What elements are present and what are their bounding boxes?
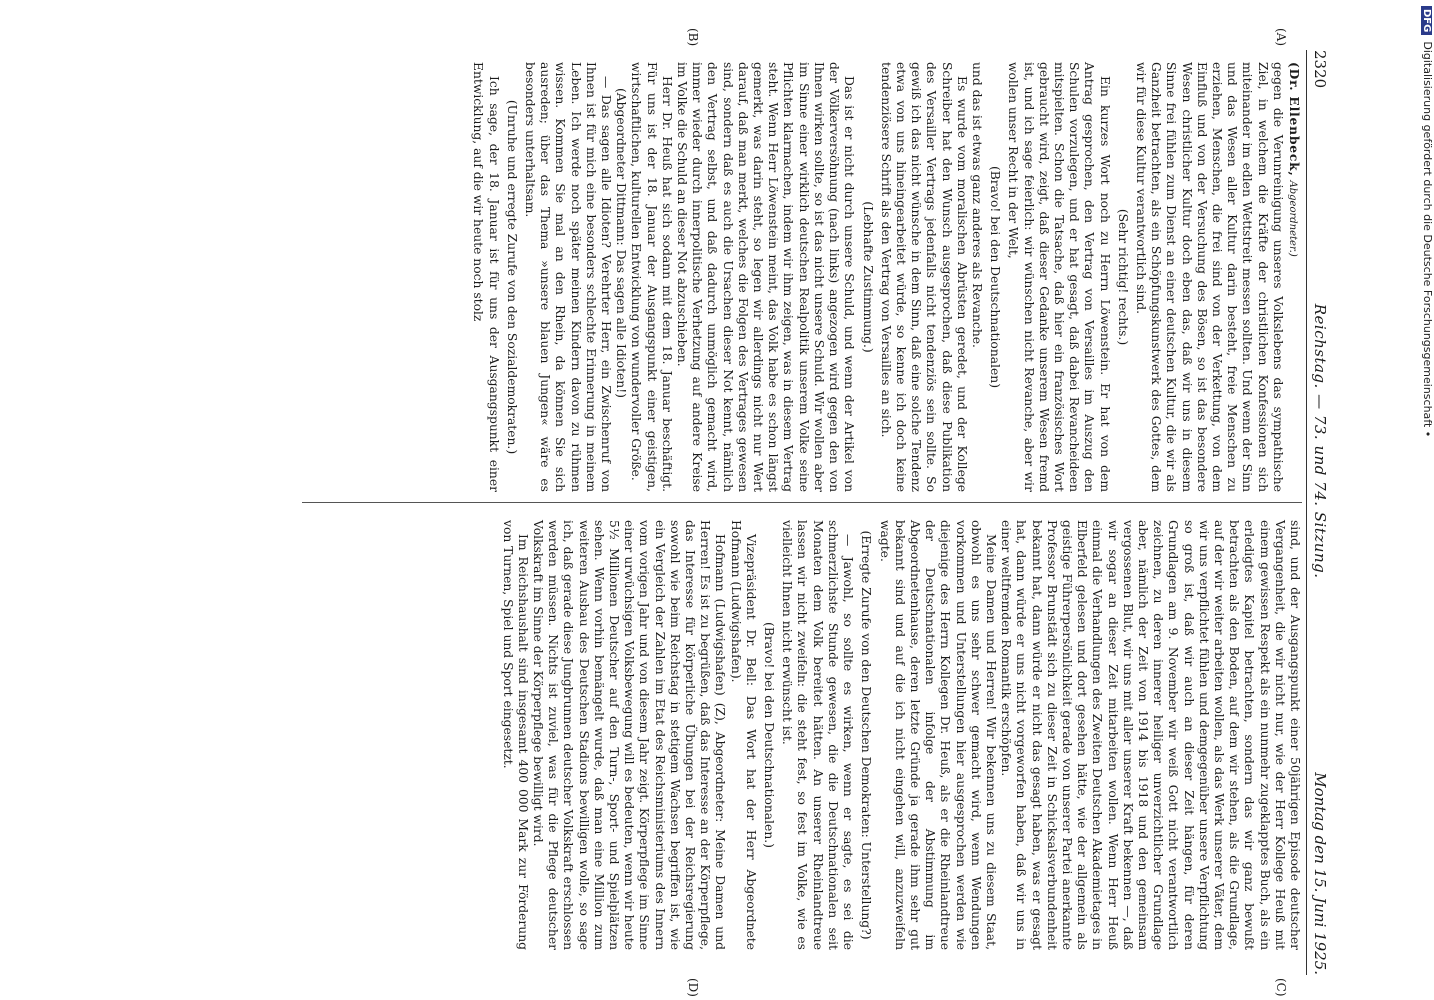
paragraph: Meine Damen und Herren! Wir bekennen uns zu diesem Staat, obwohl es uns sehr schwer gemacht wird, wenn Wendungen vorkommen und Unterstellungen hier ausgesprochen werden wie diejenige des Herrn Kollegen Dr. Heuß, als er die Rheinlandtreue der Deutschnationalen infolge der Abstimmung im Abgeordnetenhause, deren letzte Gründe ja gerade ihm sehr gut bekannt sind und auf die ich nicht eingehen will, anzuzweifeln wagte. <box>877 520 998 950</box>
margin-marker-b: (B) <box>686 28 700 47</box>
stamp-text-line <box>1421 6 1434 906</box>
page-content <box>80 28 1340 997</box>
paragraph: — Jawohl, so sollte es wirken, wenn er sagte, es sei die schmerzlichste Stunde gewesen, die die Deutschnationalen seit Monaten dem Volk bereitet hätten. An unserer Rheinlandtreue lassen wir nicht zweifeln: die steht fest, so fest im Volke, wie es vielleicht Ihnen nicht erwünscht ist. <box>780 520 856 950</box>
paragraph: sind, und der Ausgangspunkt einer 50jährigen Episode deutscher Vergangenheit, die wir nicht nur, wie der Herr Kollege Heuß mit einem gewissen Respekt als ein nunmehr zugeklapptes Buch, als ein erledigtes Kapitel betrachten, sondern das wir ganz bewußt betrachten als den Boden, auf dem wir stehen, als die Grundlage, auf der wir weiter arbeiten wollen, als das Werk unserer Väter, dem wir uns verpflichtet fühlen und demgegenüber unsere Verpflichtung so groß ist, daß wir auch an dieser Zeit hängen, für deren Grundlagen am 9. November wir weiß Gott nicht verantwortlich zeichnen, zu deren innerer heiliger unverzichtlicher Grundlage aber, nämlich der Zeit von 1914 bis 1918 und den gemeinsam vergossenen Blut, wir uns mit aller unserer Kraft bekennen —, daß wir sogar an dieser Zeit mitarbeiten wollen. Wenn Herr Heuß einmal die Verhandlungen des Zweiten Deutschen Akademietages in Elberfeld gelesen und dort gesehen hätte, wie der allgemein als geistige Führerpersönlichkeit gerade von unserer Partei anerkannte Professor Brunstädt sich zu dieser Zeit in Schicksalsverbundenheit bekannt hat, dann würde er nicht das gesagt haben, was er gesagt hat, dann würde er uns nicht vorgeworfen haben, daß wir uns in einer weltfremden Romantik erschöpfen. <box>999 520 1302 950</box>
interjection: (Bravo! bei den Deutschnationalen) <box>988 165 1003 389</box>
speaker-name: (Dr. Ellenbeck, <box>1287 62 1302 177</box>
paragraph: Hofmann (Ludwigshafen) (Z), Abgeordneter: Meine Damen und Herren! Es ist zu begrüßen, daß das Interesse an der Körperpflege, das Interesse für körperliche Übungen bei der Reichsregierung sowohl wie beim Reichstag in stetigem Wachsen begriffen ist, wie ein Vergleich der Zahlen im Etat des Reichsministeriums des Innern vom vorigen Jahr und von diesem Jahr zeigt. Körperpflege im Sinne einer urwüchsigen Volksbewegung will es bedeuten, wenn wir heute 5½ Millionen Deutscher auf den Turn-, Sport- und Spielplätzen sehen. Wenn vorhin bemängelt wurde, daß man eine Million zum weiteren Ausbau des Deutschen Stadions bewilligen wolle, so sage ich, daß gerade diese Jungbrunnen deutscher Volkskraft erschlossen werden müssen. Nichts ist zuviel, was für die Pflege deutscher Volkskraft im Sinne der Körperpflege bewilligt wird. <box>531 520 728 950</box>
paragraph: Ich sage, der 18. Januar ist für uns der Ausgangspunkt einer Entwicklung, auf die wir heute noch stolz <box>471 62 501 492</box>
right-column <box>499 520 1302 950</box>
paragraph: — Das sagen alle Idioten? Verehrter Herr, ein Zwischenruf von Ihnen ist für mich eine besonders schlechte Erinnerung in meinem Leben. Ich werde noch später meinen Kindern davon zu rühmen wissen. Kommen Sie mal an den Rhein, da können Sie sich ausreden; über das Thema »unsere blauen Jungen« wäre es besonders unterhaltsam. <box>523 62 614 492</box>
paragraph: Im Reichshaushalt sind insgesamt 400 000 Mark zur Förderung von Turnen, Spiel und Sport eingesetzt. <box>500 520 530 950</box>
margin-marker-d: (D) <box>686 978 700 997</box>
session-date: Montag den 15. Juni 1925. <box>1311 772 1329 975</box>
paragraph: und das ist etwas ganz anderes als Revanche. <box>969 62 984 348</box>
interjection: (Bravo! bei den Deutschnationalen.) <box>762 622 777 848</box>
paragraph: Vizepräsident Dr. Bell: Das Wort hat der Herr Abgeordnete Hofmann (Ludwigshafen). <box>728 520 758 950</box>
paragraph: Herr Dr. Heuß hat sich sodann mit dem 18. Januar beschäftigt. Für uns ist der 18. Januar der Ausgangspunkt einer geistigen, wirtschaftlichen, kulturellen Entwicklung von wundervoller Größe. <box>629 62 674 492</box>
session-title: Reichstag. — 73. und 74. Sitzung. <box>1311 303 1329 579</box>
scanned-page <box>80 28 1340 997</box>
dfg-logo: DFG <box>1421 6 1432 35</box>
paragraph: Es wurde vom moralischen Abrüsten geredet, und der Kollege Schreiber hat den Wunsch ausgesprochen, daß diese Publikation des Versailler Vertrags jedenfalls nicht tendenziös sein sollte. So gewiß ich das nicht wünsche in dem Sinn, daß eine solche Tendenz etwa von uns hineingearbeitet würde, so kenne ich doch keine tendenziösere Schrift als den Vertrag von Versailles an sich. <box>878 62 969 492</box>
column-divider <box>302 502 1302 503</box>
interjection: (Lebhafte Zustimmung.) <box>860 201 875 353</box>
interjection: (Abgeordneter Dittmann: Das sagen alle Idioten!) <box>614 88 629 398</box>
speaker-role: Abgeordneter.) <box>1287 180 1298 257</box>
left-column <box>470 62 1302 492</box>
dfg-funding-stamp <box>1410 0 1434 1000</box>
interjection: (Unruhe und erregte Zurufe von den Sozialdemokraten.) <box>504 99 519 455</box>
speaker-line <box>1285 62 1302 492</box>
paragraph: gegen die Verunreinigung unseres Volkslebens das sympathische Ziel, in welchem die Kräfte der christlichen Konfessionen sich miteinander im edlen Wettstreit messen sollten. Und wenn der Sinn und das Wesen aller Kultur darin besteht, freie Menschen zu erziehen, Menschen, die frei sind von der Verkettung, von dem Einfluß und von der Versuchung des Bösen, so ist das besondere Wesen christlicher Kultur doch eben das, daß wir uns in diesem Sinne frei fühlen zum Dienst an einer deutschen Kultur, die wir als Ganzheit betrachten, als ein Schöpfungskunstwerk des Gottes, dem wir für diese Kultur verantwortlich sind. <box>1133 62 1285 492</box>
margin-marker-c: (C) <box>1274 978 1288 997</box>
margin-marker-a: (A) <box>1274 28 1288 47</box>
page-header <box>1306 50 1340 975</box>
interjection: (Sehr richtig! rechts.) <box>1115 208 1130 346</box>
page-number: 2320 <box>1311 50 1329 89</box>
interjection: (Erregte Zurufe von den Deutschen Demokraten: Unterstellung?) <box>859 530 874 940</box>
paragraph: Das ist er nicht durch unsere Schuld, und wenn der Artikel von der Völkerversöhnung (nach links) angezogen wird gegen den von Ihnen wirken sollte, so ist das nicht unsere Schuld. Wir wollen aber im Sinne einer wirklich deutschen Realpolitik unserem Volke seine Pflichten klarmachen, indem wir ihm zeigen, was in diesem Vertrag steht. Wenn Herr Löwenstein meint, das Volk habe es schon längst gemerkt, was darin steht, so legen wir allerdings nicht nur Wert darauf, daß man merkt, welches die Folgen des Vertrages gewesen sind, sondern daß es auch die Ursachen dieser Not kennt, nämlich den Vertrag selbst, und daß dadurch unmöglich gemacht wird, immer wieder durch innerpolitische Verhetzung auf andere Kreise im Volke die Schuld an dieser Not abzuschieben. <box>675 62 857 492</box>
paragraph: Ein kurzes Wort noch zu Herrn Löwenstein. Er hat von dem Antrag gesprochen, den Vertrag von Versailles im Auszug den Schulen vorzulegen, und er hat gesagt, daß dabei Revancheideen mitspielten. Schon die Tatsache, daß hier ein französisches Wort gebraucht wird, zeigt, daß dieser Gedanke unserem Wesen fremd ist, und ich sage feierlich: wir wünschen nicht Revanche, aber wir wollen unser Recht in der Welt, <box>1006 62 1112 492</box>
stamp-text: Digitalisierung gefördert durch die Deutsche Forschungsgemeinschaft • <box>1421 41 1434 438</box>
